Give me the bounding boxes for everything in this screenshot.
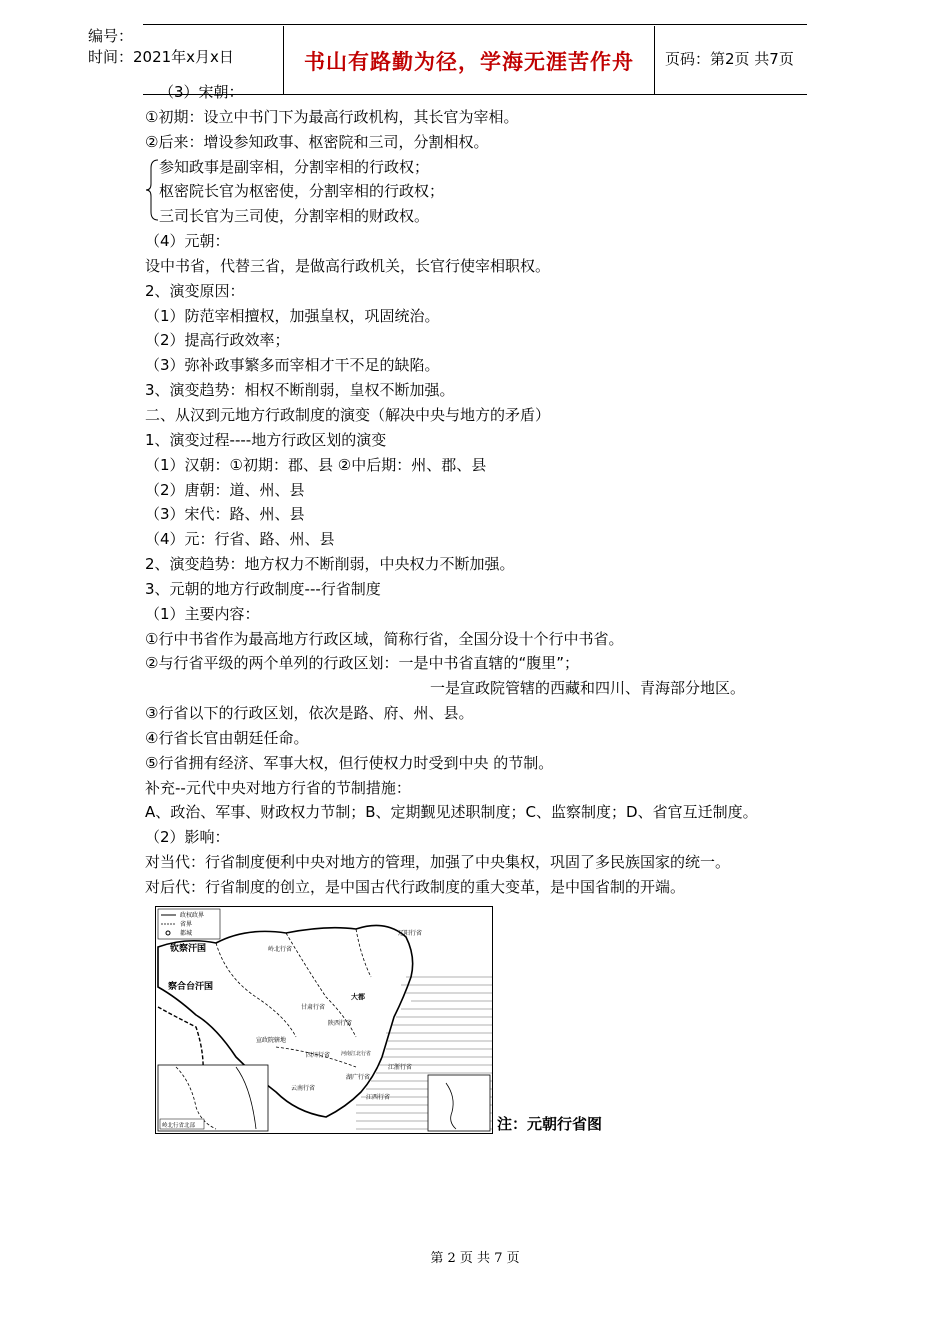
text-line: （3）宋朝： [159, 83, 244, 101]
motto: 书山有路勤为径，学海无涯苦作舟 [304, 49, 634, 74]
number-label: 编号： [88, 27, 134, 45]
text-line: ④行省长官由朝廷任命。 [145, 728, 309, 747]
map-label: 江西行省 [366, 1094, 391, 1101]
text-line: ②与行省平级的两个单列的行政区划：一是中书省直辖的“腹里”； [145, 654, 579, 673]
text-line: 3、演变趋势：相权不断削弱，皇权不断加强。 [145, 381, 455, 400]
text-line: ①行中书省作为最高地方行政区域，简称行省，全国分设十个行中书省。 [145, 629, 624, 648]
time-label: 时间：2021年x月x日 [88, 48, 234, 66]
map-label: 江浙行省 [388, 1064, 413, 1071]
map-label: 辽阳行省 [398, 930, 423, 937]
text-line: 设中书省，代替三省，是做高行政机关，长官行使宰相职权。 [145, 256, 551, 275]
text-line: 对当代：行省制度便利中央对地方的管理，加强了中央集权，巩固了多民族国家的统一。 [145, 853, 731, 872]
text-line: 1、演变过程----地方行政区划的演变 [145, 430, 387, 449]
text-line: ①初期：设立中书门下为最高行政机构，其长官为宰相。 [145, 107, 519, 126]
map-label: 岭北行省北部 [162, 1123, 196, 1129]
text-line: ③行省以下的行政区划，依次是路、府、州、县。 [145, 704, 474, 723]
text-line: 参知政事是副宰相，分割宰相的行政权； [159, 157, 430, 176]
legend-label: 政权政界 [180, 912, 205, 919]
text-line: 2、演变原因： [145, 281, 245, 300]
map-label: 大都 [351, 993, 365, 1001]
text-line: （3）弥补政事繁多而宰相才干不足的缺陷。 [145, 356, 440, 375]
text-line: 3、元朝的地方行政制度---行省制度 [145, 579, 381, 598]
map-label: 陕西行省 [328, 1020, 353, 1027]
text-line: 二、从汉到元地方行政制度的演变（解决中央与地方的矛盾） [145, 405, 551, 424]
text-line: （2）唐朝：道、州、县 [145, 480, 305, 499]
map-label: 宣政院辖地 [256, 1037, 287, 1044]
text-line: 对后代：行省制度的创立，是中国古代行政制度的重大变革，是中国省制的开端。 [145, 878, 686, 896]
text-line: （1）防范宰相擅权，加强皇权，巩固统治。 [145, 306, 440, 325]
page-info: 页码：第2页 共7页 [665, 50, 794, 68]
map-label: 甘肃行省 [301, 1004, 326, 1011]
page-footer: 第 2 页 共 7 页 [430, 1251, 520, 1266]
yuan-provinces-map [155, 906, 493, 1134]
text-line: （1）主要内容： [145, 604, 260, 623]
map-label: 湖广行省 [346, 1074, 371, 1081]
map-label: 云南行省 [291, 1085, 316, 1092]
map-label: 察合台汗国 [168, 982, 214, 992]
map-label: 河南江北行省 [341, 1051, 372, 1057]
legend-label: 省界 [180, 921, 193, 928]
map-label: 岭北行省 [268, 946, 293, 953]
document-body [145, 80, 825, 900]
text-line: （4）元：行省、路、州、县 [145, 530, 335, 549]
map-caption: 注：元朝行省图 [497, 1115, 603, 1133]
text-line: （2）影响： [145, 828, 230, 847]
text-line: 2、演变趋势：地方权力不断削弱，中央权力不断加强。 [145, 555, 515, 574]
header-top-rule [143, 24, 807, 25]
text-line: （3）宋代：路、州、县 [145, 505, 305, 524]
text-line: ⑤行省拥有经济、军事大权，但行使权力时受到中央 的节制。 [145, 753, 554, 772]
map-label: 钦察汗国 [170, 944, 207, 954]
map-drawing [156, 907, 492, 1133]
text-line: （2）提高行政效率； [145, 331, 290, 350]
text-line: 补充--元代中央对地方行省的节制措施： [145, 778, 411, 797]
text-line: （1）汉朝：①初期：郡、县 ②中后期：州、郡、县 [145, 455, 487, 474]
text-line: 三司长官为三司使，分割宰相的财政权。 [159, 207, 430, 226]
text-line: 一是宣政院管辖的西藏和四川、青海部分地区。 [430, 679, 746, 698]
header-meta [88, 26, 234, 68]
text-line: A、政治、军事、财政权力节制；B、定期觐见述职制度；C、监察制度；D、省官互迁制度。 [145, 803, 758, 822]
legend-label: 都城 [180, 930, 193, 937]
text-line: ②后来：增设参知政事、枢密院和三司，分割相权。 [145, 132, 489, 151]
text-line: 枢密院长官为枢密使，分割宰相的行政权； [159, 182, 445, 201]
map-label: 四川行省 [306, 1052, 331, 1059]
text-line: （4）元朝： [145, 232, 230, 251]
